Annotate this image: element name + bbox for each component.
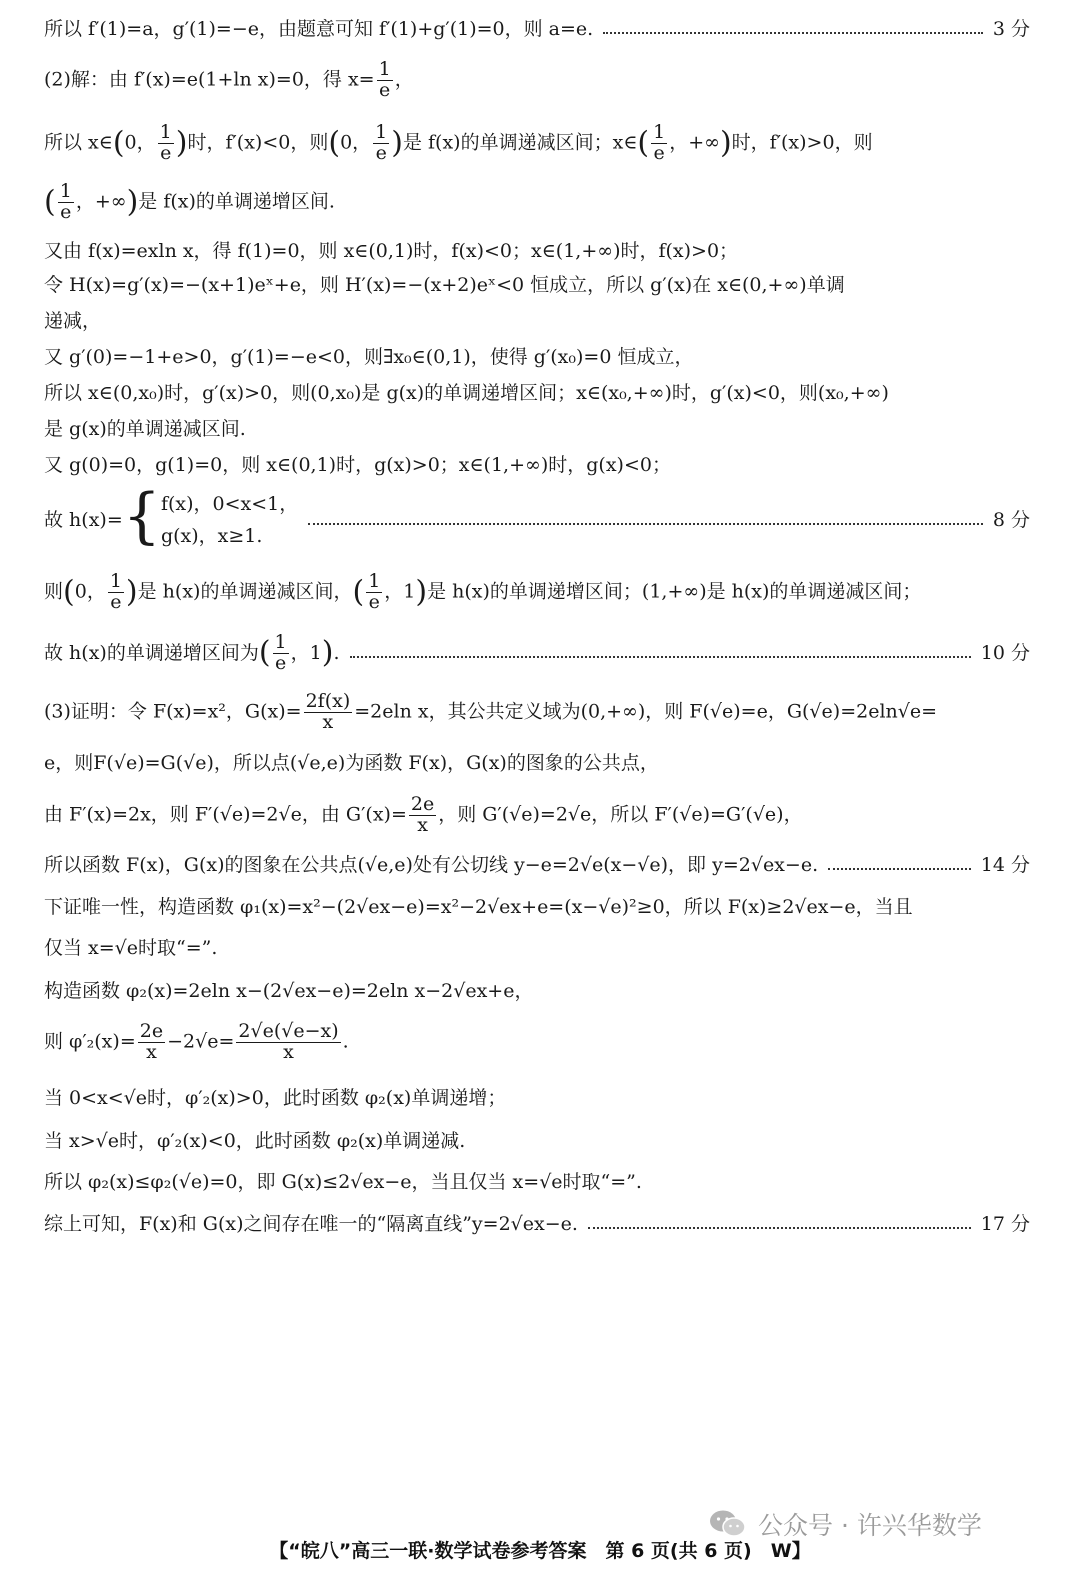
text: 故 h(x)的单调递增区间为 [44,642,259,665]
line-13 [44,572,1030,613]
paren: ) [391,125,403,161]
text: 综上可知，F(x)和 G(x)之间存在唯一的“隔离直线”y=2√ex−e. [44,1213,578,1235]
denominator: e [274,651,287,674]
text: (2)解：由 f′(x)=e(1+ln x)=0，得 x= [44,68,375,91]
fraction [273,633,289,674]
dot-leader [350,656,971,658]
text: 是 h(x)的单调递增区间；(1,+∞)是 h(x)的单调递减区间； [427,580,922,603]
text: 时，f′(x)>0，则 [731,131,873,154]
line-26 [44,1211,1030,1237]
text: 是 f(x)的单调递增区间. [138,190,335,213]
denominator: x [322,710,334,733]
paren: ) [415,574,428,610]
line-15 [44,692,1030,733]
paren: ( [328,125,341,161]
line-1 [44,16,1030,42]
dot-leader [828,868,971,870]
fraction [58,182,74,223]
paren: ) [719,125,732,161]
line-14 [44,633,1030,674]
case-2: g(x)，x≥1. [160,525,263,547]
fraction [651,123,667,164]
paren: ) [175,125,188,161]
paren: ) [126,184,139,220]
text: 所以 x∈(0,x₀)时，g′(x)>0，则(0,x₀)是 g(x)的单调递增区间；x∈(x₀,+∞)时，g′(x)<0，则(x₀,+∞) [44,382,889,404]
line-9 [44,380,1030,406]
line-4 [44,182,1030,223]
numerator: 1 [368,570,381,592]
text: (3)证明：令 F(x)=x²，G(x)= [44,700,302,723]
line-11 [44,452,1030,478]
denominator: e [375,141,387,164]
text: =2eln x，其公共定义域为(0,+∞)，则 F(√e)=e，G(√e)=2eln√e= [354,700,938,723]
text: 则 φ′₂(x)= [44,1030,136,1053]
text: 由 F′(x)=2x，则 F′(√e)=2√e，由 G′(x)= [44,803,407,826]
line-24 [44,1128,1030,1154]
text: 仅当 x=√e时取“=”. [44,937,218,959]
piecewise-cases [161,488,298,552]
numerator: 2√e(√e−x) [238,1020,339,1042]
score-8: 8 分 [992,509,1030,531]
dot-leader [308,523,983,525]
text: 所以 x∈ [44,131,113,154]
text: 故 h(x)= [44,509,123,531]
footer-text: 【“皖八”高三一联·数学试卷参考答案 第 6 页(共 6 页) W】 [269,1540,811,1562]
line-23 [44,1085,1030,1111]
line-25 [44,1169,1030,1195]
text: −2√e= [167,1030,235,1053]
text: 令 H(x)=g′(x)=−(x+1)eˣ+e，则 H′(x)=−(x+2)eˣ<0 恒成立，所以 g′(x)在 x∈(0,+∞)单调 [44,274,845,296]
text: 是 g(x)的单调递减区间. [44,418,246,440]
case-1: f(x)，0<x<1， [160,493,299,515]
text: ，1 [384,580,416,603]
text: 下证唯一性，构造函数 φ₁(x)=x²−(2√ex−e)=x²−2√ex+e=(x−√e)²≥0，所以 F(x)≥2√ex−e，当且 [44,896,913,918]
denominator: x [146,1040,157,1063]
fraction [409,795,436,836]
text: ，+∞ [669,131,720,154]
page-footer [0,1536,1080,1563]
line-19 [44,894,1030,920]
text: ，则 G′(√e)=2√e，所以 F′(√e)=G′(√e)， [438,803,803,826]
paren: ( [44,184,56,220]
text: ，1 [290,642,322,665]
numerator: 1 [378,58,391,80]
text: e，则F(√e)=G(√e)，所以点(√e,e)为函数 F(x)，G(x)的图象的公共点， [44,752,659,774]
denominator: e [368,590,380,613]
text: 递减， [44,310,102,332]
line-22 [44,1022,1030,1063]
score-10: 10 分 [980,642,1030,665]
line-18 [44,852,1030,878]
text: 时，f′(x)<0，则 [187,131,329,154]
watermark-text: 公众号 · 许兴华数学 [758,1511,982,1540]
text: 所以函数 F(x)，G(x)的图象在公共点(√e,e)处有公切线 y−e=2√e(x−√e)，即 y=2√ex−e. [44,854,819,876]
text: . [333,642,340,665]
paren: ( [637,125,650,161]
numerator: 1 [274,631,287,653]
line-7 [44,308,1030,334]
text: 是 f(x)的单调递减区间；x∈ [402,131,638,154]
text: . [342,1030,349,1053]
numerator: 1 [109,570,122,592]
numerator: 2e [410,793,435,815]
numerator: 1 [159,121,172,143]
paren: ( [352,574,365,610]
score-14: 14 分 [980,854,1030,876]
line-17 [44,795,1030,836]
line-12: 故 h(x)= { f(x)，0<x<1， g(x)，x≥1. 8 分 [44,481,1030,551]
line-20 [44,935,1030,961]
line-8 [44,344,1030,370]
fraction [236,1022,340,1063]
line-6 [44,272,1030,298]
text: 则 [44,580,64,603]
numerator: 2f(x) [305,690,351,712]
text: 又 g′(0)=−1+e>0，g′(1)=−e<0，则∃x₀∈(0,1)，使得 g′(x₀)=0 恒成立， [44,346,694,368]
text: 又 g(0)=0，g(1)=0，则 x∈(0,1)时，g(x)>0；x∈(1,+∞)时，g(x)<0； [44,454,671,476]
text: 0， [340,131,372,154]
text: 0， [74,580,106,603]
text: 又由 f(x)=exln x，得 f(1)=0，则 x∈(0,1)时，f(x)<0；x∈(1,+∞)时，f(x)>0； [44,240,739,262]
line-10 [44,416,1030,442]
fraction [304,692,353,733]
fraction-1-over-e [377,60,393,101]
denominator: x [283,1040,294,1063]
paren: ( [63,574,75,610]
numerator: 1 [59,180,72,202]
denominator: e [110,590,122,613]
line-2 [44,60,1030,101]
paren: ) [321,635,334,671]
text: 当 0<x<√e时，φ′₂(x)>0，此时函数 φ₂(x)单调递增； [44,1087,507,1109]
denominator: e [60,200,72,223]
score-3: 3 分 [992,18,1030,40]
fraction [373,123,389,164]
fraction [108,572,124,613]
line-21 [44,978,1030,1004]
line-16 [44,750,1030,776]
dot-leader [588,1227,971,1229]
line-3 [44,123,1030,164]
denominator: x [417,813,428,836]
paren: ( [112,125,125,161]
text: 所以 f′(1)=a，g′(1)=−e，由题意可知 f′(1)+g′(1)=0，则 a=e. [44,18,594,40]
text: 0， [124,131,156,154]
fraction [158,123,174,164]
fraction [138,1022,165,1063]
line-5 [44,238,1030,264]
paren: ( [258,635,271,671]
fraction [366,572,382,613]
score-17: 17 分 [980,1213,1030,1235]
text: 所以 φ₂(x)≤φ₂(√e)=0，即 G(x)≤2√ex−e，当且仅当 x=√e时取“=”. [44,1171,642,1193]
text: 当 x>√e时，φ′₂(x)<0，此时函数 φ₂(x)单调递减. [44,1130,466,1152]
numerator: 1 [653,121,666,143]
denominator: e [653,141,665,164]
numerator: 1 [375,121,388,143]
text: 是 h(x)的单调递减区间， [137,580,353,603]
denominator: e [160,141,172,164]
text: ，+∞ [75,190,127,213]
text: ， [394,68,414,91]
dot-leader [603,32,983,34]
denominator: e [379,78,391,101]
numerator: 2e [139,1020,164,1042]
paren: ) [125,574,138,610]
text: 构造函数 φ₂(x)=2eln x−(2√ex−e)=2eln x−2√ex+e， [44,980,534,1002]
